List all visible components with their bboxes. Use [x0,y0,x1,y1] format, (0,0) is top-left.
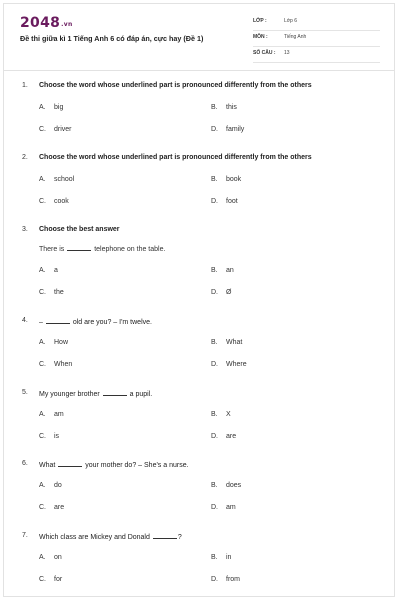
document-title: Đề thi giữa kì 1 Tiếng Anh 6 có đáp án, cực hay (Đề 1) [20,34,204,43]
question-number: 1. [22,82,28,89]
question-text: Choose the best answer [39,226,120,233]
option-a[interactable] [39,482,62,489]
option-text: am [226,504,236,511]
option-letter: B. [211,104,218,111]
option-letter: A. [39,554,46,561]
option-text: driver [54,126,72,133]
option-b[interactable] [211,482,241,489]
option-letter: D. [211,361,218,368]
option-text: Where [226,361,247,368]
prompt-before: Which class are Mickey and Donald [39,534,150,541]
question-text [39,460,189,469]
option-text: an [226,267,234,274]
option-letter: D. [211,576,218,583]
question-text [39,389,152,398]
answer-blank [103,389,127,396]
option-text: for [54,576,63,583]
answer-blank [67,244,91,251]
question-number: 6. [22,460,28,467]
prompt-after: telephone on the table. [94,246,166,253]
answer-blank [46,317,70,324]
option-a[interactable] [39,104,63,111]
option-text: does [226,482,242,489]
logo-text: 2048 [20,15,61,31]
option-letter: C. [39,198,46,205]
logo-suffix: .vn [61,21,73,28]
option-letter: B. [211,267,218,274]
option-text: When [54,361,73,368]
prompt-after: your mother do? – She's a nurse. [85,462,189,469]
meta-label: MÔN : [253,34,268,40]
option-c[interactable] [39,361,72,368]
option-text: Ø [226,289,232,296]
option-a[interactable] [39,267,58,274]
option-letter: A. [39,339,46,346]
option-text: this [226,104,237,111]
option-c[interactable] [39,433,59,440]
option-letter: D. [211,289,218,296]
question-text: Choose the word whose underlined part is pronounced differently from the others [39,154,312,161]
option-letter: C. [39,289,46,296]
option-b[interactable] [211,554,231,561]
option-letter: A. [39,104,46,111]
prompt-before: There is [39,246,65,253]
option-letter: A. [39,411,46,418]
option-letter: B. [211,482,218,489]
answer-blank [153,532,177,539]
question-text [39,317,152,326]
option-letter: D. [211,433,218,440]
option-text: X [226,411,231,418]
meta-value: Tiếng Anh [284,34,307,40]
option-letter: C. [39,576,46,583]
option-letter: A. [39,482,46,489]
option-text: is [54,433,60,440]
option-b[interactable] [211,267,234,274]
question-text: Choose the word whose underlined part is pronounced differently from the others [39,82,312,89]
option-text: school [54,176,75,183]
option-d[interactable] [211,433,236,440]
option-letter: C. [39,504,46,511]
option-b[interactable] [211,411,231,418]
option-letter: B. [211,554,218,561]
option-a[interactable] [39,339,68,346]
meta-label: LỚP : [253,18,267,24]
option-d[interactable] [211,126,244,133]
option-text: a [54,267,58,274]
question-text [39,532,182,541]
question-prompt [39,244,165,253]
option-d[interactable] [211,361,247,368]
option-letter: B. [211,411,218,418]
option-d[interactable] [211,576,240,583]
option-letter: A. [39,176,46,183]
option-letter: D. [211,126,218,133]
option-letter: C. [39,126,46,133]
prompt-before: What [39,462,56,469]
prompt-after: old are you? – I'm twelve. [72,319,152,326]
meta-label: SỐ CÂU : [253,50,276,56]
question-number: 3. [22,226,28,233]
option-letter: A. [39,267,46,274]
option-c[interactable] [39,198,69,205]
option-letter: B. [211,339,218,346]
prompt-after: a pupil. [129,391,153,398]
option-text: do [54,482,62,489]
option-text: in [226,554,232,561]
option-letter: B. [211,176,218,183]
meta-value: 13 [284,50,290,56]
option-text: big [54,104,64,111]
option-text: from [226,576,240,583]
question-number: 7. [22,532,28,539]
answer-blank [58,460,82,467]
option-c[interactable] [39,504,64,511]
option-text: How [54,339,69,346]
option-letter: D. [211,198,218,205]
option-text: What [226,339,243,346]
option-text: on [54,554,62,561]
option-d[interactable] [211,289,231,296]
option-c[interactable] [39,576,62,583]
question-number: 2. [22,154,28,161]
prompt-after: ? [177,534,182,541]
option-b[interactable] [211,339,242,346]
option-c[interactable] [39,126,72,133]
option-b[interactable] [211,104,237,111]
option-c[interactable] [39,289,64,296]
option-text: am [54,411,64,418]
prompt-before: My younger brother [39,391,100,398]
option-text: family [226,126,245,133]
option-letter: D. [211,504,218,511]
option-text: are [226,433,237,440]
option-text: are [54,504,65,511]
option-b[interactable] [211,176,241,183]
option-text: foot [226,198,238,205]
option-letter: C. [39,433,46,440]
option-letter: C. [39,361,46,368]
option-text: cook [54,198,69,205]
option-a[interactable] [39,411,64,418]
question-number: 5. [22,389,28,396]
option-a[interactable] [39,176,74,183]
option-a[interactable] [39,554,62,561]
option-text: book [226,176,242,183]
option-d[interactable] [211,198,238,205]
option-d[interactable] [211,504,236,511]
question-number: 4. [22,317,28,324]
meta-value: Lớp 6 [284,18,298,24]
option-text: the [54,289,64,296]
prompt-before: – [39,319,43,326]
